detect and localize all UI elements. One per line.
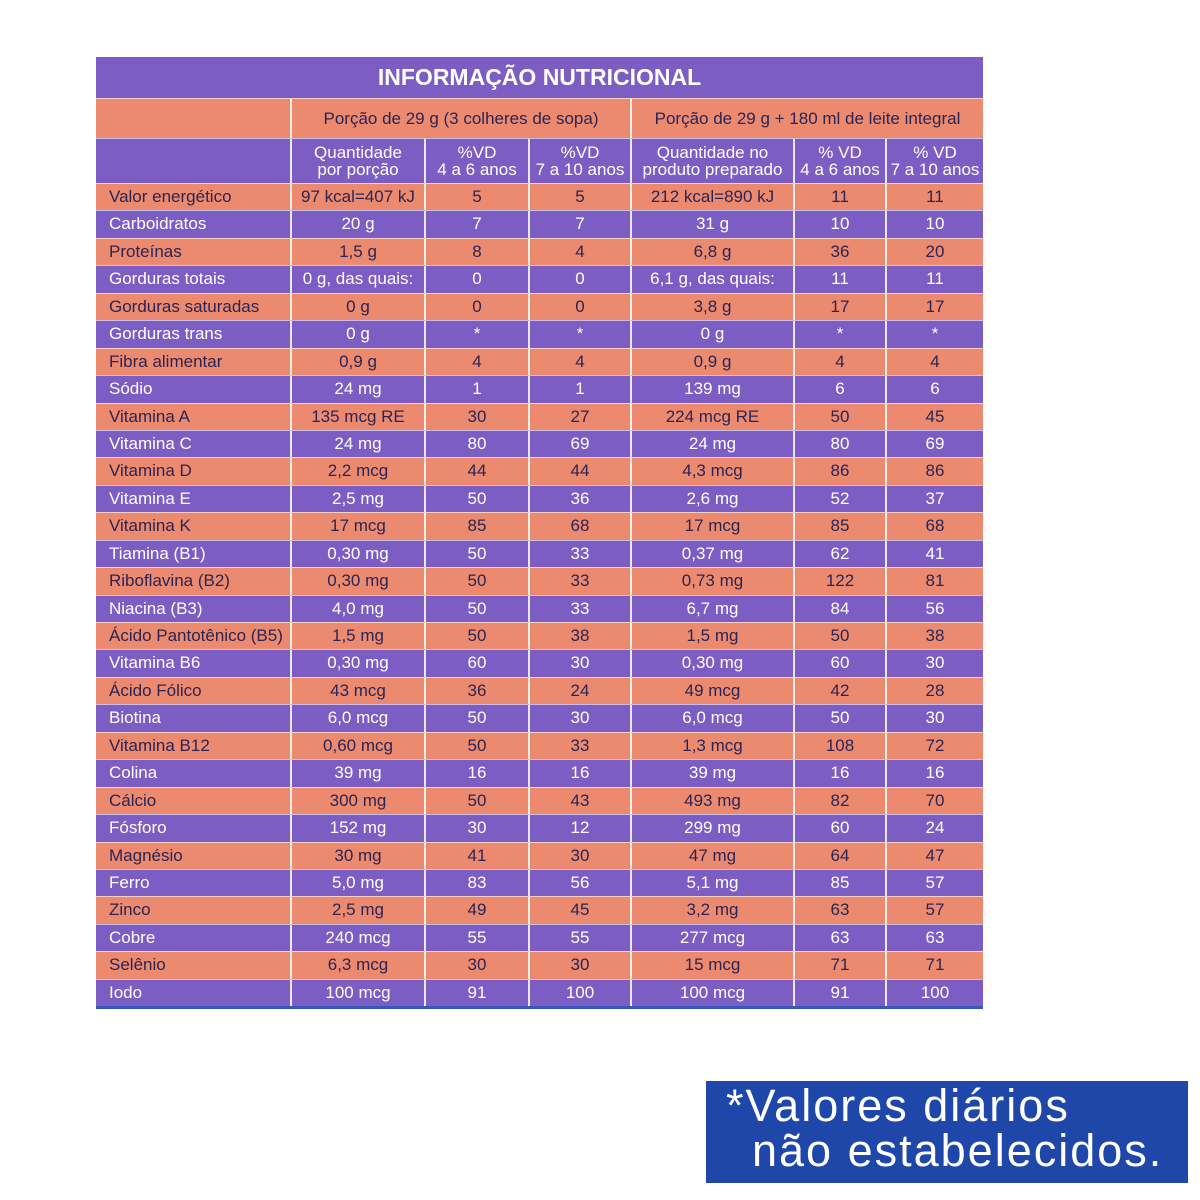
vd-4-6-per-portion: 16: [426, 760, 530, 786]
vd-4-6-prepared: 91: [795, 980, 887, 1006]
vd-4-6-prepared: 11: [795, 266, 887, 292]
nutrient-name: Colina: [96, 760, 292, 786]
vd-4-6-per-portion: 50: [426, 541, 530, 567]
column-header-line: %VD: [560, 143, 600, 162]
nutrient-name: Cálcio: [96, 788, 292, 814]
amount-prepared: 6,7 mg: [632, 596, 795, 622]
vd-4-6-per-portion: 55: [426, 925, 530, 951]
nutrient-name: Cobre: [96, 925, 292, 951]
footnote-line: *Valores diários: [726, 1080, 1070, 1131]
vd-4-6-prepared: 85: [795, 513, 887, 539]
amount-prepared: 2,6 mg: [632, 486, 795, 512]
amount-prepared: 0,37 mg: [632, 541, 795, 567]
nutrient-name: Carboidratos: [96, 211, 292, 237]
vd-7-10-prepared: 47: [925, 845, 945, 865]
nutrient-row: [96, 430, 983, 457]
nutrient-row: [96, 677, 983, 704]
nutrient-row: [96, 265, 983, 292]
vd-7-10-per-portion: 4: [530, 349, 632, 375]
vd-4-6-per-portion: 30: [426, 815, 530, 841]
amount-prepared: 0,73 mg: [632, 568, 795, 594]
nutrient-row: [96, 348, 983, 375]
amount-per-portion: 6,0 mcg: [292, 705, 426, 731]
amount-prepared: 0,9 g: [632, 349, 795, 375]
nutrient-row: [96, 567, 983, 594]
amount-per-portion: 0 g: [292, 294, 426, 320]
vd-7-10-prepared: 38: [925, 626, 945, 645]
amount-prepared: 3,8 g: [632, 294, 795, 320]
amount-prepared: 493 mg: [632, 788, 795, 814]
vd-7-10-prepared: 4: [930, 351, 940, 371]
vd-4-6-prepared: 50: [795, 404, 887, 430]
vd-4-6-prepared: *: [795, 321, 887, 347]
amount-per-portion: 20 g: [292, 211, 426, 237]
vd-4-6-prepared: 17: [795, 294, 887, 320]
vd-4-6-per-portion: 1: [426, 376, 530, 402]
vd-7-10-prepared: 100: [920, 982, 950, 1002]
nutrient-row: [96, 293, 983, 320]
column-header-line: 4 a 6 anos: [800, 160, 880, 179]
nutrient-name: Zinco: [96, 897, 292, 923]
column-header-line: Quantidade: [314, 143, 402, 162]
vd-4-6-prepared: 50: [795, 623, 887, 649]
vd-4-6-per-portion: 85: [426, 513, 530, 539]
nutrient-name: Ácido Fólico: [96, 678, 292, 704]
nutrient-row: [96, 896, 983, 923]
amount-prepared: 3,2 mg: [632, 897, 795, 923]
vd-7-10-prepared: 16: [925, 763, 945, 783]
vd-4-6-prepared: 60: [795, 650, 887, 676]
amount-per-portion: 4,0 mg: [292, 596, 426, 622]
amount-prepared: 15 mcg: [632, 952, 795, 978]
amount-per-portion: 0,60 mcg: [292, 733, 426, 759]
amount-per-portion: 240 mcg: [292, 925, 426, 951]
portion-header-product: Porção de 29 g (3 colheres de sopa): [292, 99, 632, 138]
vd-4-6-per-portion: 36: [426, 678, 530, 704]
vd-7-10-prepared: 72: [925, 735, 945, 755]
amount-per-portion: 135 mcg RE: [292, 404, 426, 430]
nutrient-name: Gorduras saturadas: [96, 294, 292, 320]
amount-prepared: 224 mcg RE: [632, 404, 795, 430]
nutrient-row: [96, 183, 983, 210]
table-title: INFORMAÇÃO NUTRICIONAL: [96, 57, 983, 98]
nutrient-row: [96, 485, 983, 512]
vd-4-6-prepared: 122: [795, 568, 887, 594]
amount-per-portion: 0,30 mg: [292, 650, 426, 676]
vd-7-10-prepared: 71: [925, 955, 945, 975]
nutrient-name: Gorduras totais: [96, 266, 292, 292]
nutrient-row: [96, 979, 983, 1006]
vd-4-6-prepared: 64: [795, 843, 887, 869]
column-header-line: 7 a 10 anos: [535, 160, 625, 179]
vd-7-10-prepared: 10: [925, 214, 945, 234]
vd-4-6-prepared: 84: [795, 596, 887, 622]
nutrient-name: Selênio: [96, 952, 292, 978]
vd-7-10-per-portion: 69: [530, 431, 632, 457]
vd-7-10-per-portion: 7: [530, 211, 632, 237]
vd-4-6-per-portion: 4: [426, 349, 530, 375]
nutrient-row: [96, 375, 983, 402]
nutrient-name: Vitamina B12: [96, 733, 292, 759]
amount-per-portion: 1,5 g: [292, 239, 426, 265]
column-header-line: % VD: [913, 143, 957, 162]
vd-7-10-per-portion: 45: [530, 897, 632, 923]
footnote-line: não estabelecidos.: [752, 1125, 1164, 1176]
nutrition-table: [96, 57, 983, 1009]
vd-7-10-per-portion: 55: [530, 925, 632, 951]
vd-7-10-prepared: 45: [925, 406, 945, 426]
amount-prepared: 1,3 mcg: [632, 733, 795, 759]
vd-7-10-prepared: 28: [925, 680, 945, 700]
vd-7-10-prepared: 57: [925, 900, 945, 920]
column-header-vd-4-6-prepared: [795, 139, 887, 183]
vd-7-10-per-portion: 44: [530, 458, 632, 484]
nutrient-row: [96, 704, 983, 731]
vd-7-10-prepared: *: [931, 324, 939, 344]
nutrient-row: [96, 759, 983, 786]
amount-prepared: 100 mcg: [632, 980, 795, 1006]
amount-per-portion: 0 g: [292, 321, 426, 347]
nutrient-name: Gorduras trans: [96, 321, 292, 347]
vd-7-10-per-portion: 1: [530, 376, 632, 402]
vd-4-6-per-portion: 50: [426, 788, 530, 814]
vd-4-6-prepared: 82: [795, 788, 887, 814]
nutrient-row: [96, 787, 983, 814]
empty-header-cell: [96, 139, 292, 183]
vd-7-10-per-portion: *: [530, 321, 632, 347]
column-header-line: 7 a 10 anos: [890, 160, 980, 179]
vd-4-6-per-portion: 50: [426, 705, 530, 731]
nutrient-name: Riboflavina (B2): [96, 568, 292, 594]
nutrient-row: [96, 403, 983, 430]
vd-4-6-per-portion: 44: [426, 458, 530, 484]
amount-prepared: 17 mcg: [632, 513, 795, 539]
vd-4-6-prepared: 16: [795, 760, 887, 786]
portion-header-prepared: Porção de 29 g + 180 ml de leite integral: [654, 109, 961, 128]
vd-4-6-prepared: 86: [795, 458, 887, 484]
column-header-line: por porção: [317, 160, 399, 179]
amount-per-portion: 0,30 mg: [292, 541, 426, 567]
column-header-line: 4 a 6 anos: [437, 160, 517, 179]
nutrient-row: [96, 814, 983, 841]
table-body: [96, 183, 983, 1006]
vd-7-10-per-portion: 5: [530, 184, 632, 210]
column-header-line: %VD: [457, 143, 497, 162]
nutrient-name: Vitamina D: [96, 458, 292, 484]
nutrient-name: Fibra alimentar: [96, 349, 292, 375]
vd-4-6-prepared: 52: [795, 486, 887, 512]
column-header-amount-per-portion: [292, 139, 426, 183]
empty-header-cell: [96, 99, 292, 138]
amount-prepared: 31 g: [632, 211, 795, 237]
vd-7-10-prepared: 68: [925, 516, 945, 536]
vd-4-6-prepared: 36: [795, 239, 887, 265]
nutrient-name: Vitamina B6: [96, 650, 292, 676]
vd-4-6-per-portion: 50: [426, 568, 530, 594]
vd-4-6-prepared: 11: [795, 184, 887, 210]
vd-4-6-per-portion: 60: [426, 650, 530, 676]
vd-7-10-per-portion: 24: [530, 678, 632, 704]
amount-per-portion: 6,3 mcg: [292, 952, 426, 978]
vd-7-10-per-portion: 30: [530, 843, 632, 869]
vd-7-10-prepared: 30: [925, 653, 945, 673]
vd-7-10-prepared: 69: [925, 433, 945, 453]
nutrient-row: [96, 512, 983, 539]
amount-per-portion: 2,5 mg: [292, 486, 426, 512]
vd-7-10-prepared: 57: [925, 872, 945, 892]
column-header-row: [96, 138, 983, 183]
nutrient-row: [96, 924, 983, 951]
vd-4-6-per-portion: 7: [426, 211, 530, 237]
vd-4-6-per-portion: 50: [426, 486, 530, 512]
vd-4-6-per-portion: 80: [426, 431, 530, 457]
vd-7-10-per-portion: 27: [530, 404, 632, 430]
vd-4-6-prepared: 63: [795, 897, 887, 923]
amount-prepared: 6,0 mcg: [632, 705, 795, 731]
amount-prepared: 277 mcg: [632, 925, 795, 951]
amount-prepared: 39 mg: [632, 760, 795, 786]
vd-7-10-prepared: 37: [925, 488, 945, 508]
amount-prepared: 139 mg: [632, 376, 795, 402]
amount-per-portion: 1,5 mg: [292, 623, 426, 649]
vd-4-6-per-portion: 83: [426, 870, 530, 896]
vd-7-10-prepared: 11: [926, 187, 944, 206]
amount-prepared: 0,30 mg: [632, 650, 795, 676]
nutrient-row: [96, 210, 983, 237]
nutrient-name: Vitamina C: [96, 431, 292, 457]
amount-per-portion: 17 mcg: [292, 513, 426, 539]
column-header-vd-7-10-per-portion: [530, 139, 632, 183]
vd-7-10-per-portion: 0: [530, 266, 632, 292]
nutrient-name: Vitamina E: [96, 486, 292, 512]
nutrient-name: Ferro: [96, 870, 292, 896]
vd-7-10-prepared: 24: [925, 818, 945, 838]
vd-4-6-prepared: 62: [795, 541, 887, 567]
amount-prepared: 1,5 mg: [632, 623, 795, 649]
vd-4-6-prepared: 108: [795, 733, 887, 759]
vd-4-6-prepared: 63: [795, 925, 887, 951]
amount-per-portion: 43 mcg: [292, 678, 426, 704]
vd-4-6-prepared: 71: [795, 952, 887, 978]
column-header-amount-prepared: [632, 139, 795, 183]
vd-4-6-per-portion: 30: [426, 404, 530, 430]
vd-7-10-prepared: 6: [930, 379, 940, 399]
nutrient-name: Vitamina K: [96, 513, 292, 539]
nutrient-row: [96, 595, 983, 622]
amount-per-portion: 24 mg: [292, 431, 426, 457]
vd-7-10-prepared: 30: [925, 708, 945, 728]
amount-prepared: 0 g: [632, 321, 795, 347]
vd-7-10-per-portion: 56: [530, 870, 632, 896]
vd-7-10-per-portion: 30: [530, 952, 632, 978]
nutrient-row: [96, 842, 983, 869]
nutrient-row: [96, 540, 983, 567]
vd-4-6-per-portion: 0: [426, 266, 530, 292]
vd-4-6-per-portion: 91: [426, 980, 530, 1006]
vd-7-10-per-portion: 43: [530, 788, 632, 814]
amount-per-portion: 5,0 mg: [292, 870, 426, 896]
vd-4-6-per-portion: 50: [426, 733, 530, 759]
amount-prepared: 212 kcal=890 kJ: [632, 184, 795, 210]
nutrient-row: [96, 869, 983, 896]
vd-7-10-prepared: 20: [925, 241, 945, 261]
nutrient-row: [96, 649, 983, 676]
vd-7-10-prepared: 11: [926, 269, 944, 289]
vd-4-6-per-portion: *: [426, 321, 530, 347]
amount-per-portion: 97 kcal=407 kJ: [292, 184, 426, 210]
nutrient-row: [96, 951, 983, 978]
vd-7-10-prepared: 41: [925, 543, 945, 563]
amount-per-portion: 0,30 mg: [292, 568, 426, 594]
nutrient-name: Fósforo: [96, 815, 292, 841]
vd-4-6-per-portion: 49: [426, 897, 530, 923]
amount-per-portion: 300 mg: [292, 788, 426, 814]
vd-4-6-prepared: 42: [795, 678, 887, 704]
amount-prepared: 49 mcg: [632, 678, 795, 704]
portion-header-row: [96, 98, 983, 138]
nutrient-row: [96, 320, 983, 347]
footnote-box: [706, 1081, 1188, 1183]
nutrient-name: Magnésio: [96, 843, 292, 869]
amount-per-portion: 2,2 mcg: [292, 458, 426, 484]
vd-4-6-prepared: 4: [795, 349, 887, 375]
vd-7-10-per-portion: 100: [530, 980, 632, 1006]
nutrient-row: [96, 622, 983, 649]
vd-7-10-per-portion: 33: [530, 596, 632, 622]
nutrient-name: Sódio: [96, 376, 292, 402]
vd-7-10-per-portion: 12: [530, 815, 632, 841]
nutrient-row: [96, 457, 983, 484]
nutrient-name: Niacina (B3): [96, 596, 292, 622]
vd-7-10-prepared: 56: [925, 598, 945, 618]
nutrient-name: Iodo: [96, 980, 292, 1006]
vd-4-6-per-portion: 30: [426, 952, 530, 978]
column-header-line: Quantidade no: [656, 143, 769, 162]
vd-4-6-per-portion: 50: [426, 623, 530, 649]
vd-4-6-prepared: 10: [795, 211, 887, 237]
vd-7-10-per-portion: 30: [530, 705, 632, 731]
vd-4-6-prepared: 6: [795, 376, 887, 402]
amount-prepared: 47 mg: [632, 843, 795, 869]
amount-prepared: 24 mg: [632, 431, 795, 457]
amount-prepared: 299 mg: [632, 815, 795, 841]
vd-4-6-per-portion: 5: [426, 184, 530, 210]
vd-7-10-per-portion: 38: [530, 623, 632, 649]
amount-per-portion: 24 mg: [292, 376, 426, 402]
vd-7-10-per-portion: 30: [530, 650, 632, 676]
vd-7-10-per-portion: 68: [530, 513, 632, 539]
vd-4-6-prepared: 50: [795, 705, 887, 731]
vd-4-6-per-portion: 41: [426, 843, 530, 869]
nutrient-name: Valor energético: [96, 184, 292, 210]
nutrient-name: Biotina: [96, 705, 292, 731]
vd-7-10-per-portion: 33: [530, 568, 632, 594]
amount-per-portion: 39 mg: [292, 760, 426, 786]
column-header-line: produto preparado: [642, 160, 783, 179]
column-header-vd-4-6-per-portion: [426, 139, 530, 183]
vd-7-10-per-portion: 36: [530, 486, 632, 512]
vd-7-10-per-portion: 33: [530, 733, 632, 759]
vd-4-6-per-portion: 0: [426, 294, 530, 320]
vd-7-10-per-portion: 33: [530, 541, 632, 567]
column-header-vd-7-10-prepared: [887, 139, 983, 183]
vd-4-6-prepared: 85: [795, 870, 887, 896]
vd-4-6-per-portion: 50: [426, 596, 530, 622]
amount-per-portion: 0,9 g: [292, 349, 426, 375]
vd-7-10-prepared: 17: [925, 296, 945, 316]
nutrient-name: Proteínas: [96, 239, 292, 265]
amount-per-portion: 2,5 mg: [292, 897, 426, 923]
vd-7-10-prepared: 70: [925, 790, 945, 810]
nutrient-name: Ácido Pantotênico (B5): [96, 623, 292, 649]
vd-4-6-prepared: 80: [795, 431, 887, 457]
amount-prepared: 6,1 g, das quais:: [632, 266, 795, 292]
vd-7-10-per-portion: 16: [530, 760, 632, 786]
vd-7-10-prepared: 86: [925, 461, 945, 481]
column-header-line: % VD: [818, 143, 862, 162]
vd-7-10-prepared: 63: [925, 927, 945, 947]
amount-per-portion: 30 mg: [292, 843, 426, 869]
vd-7-10-per-portion: 0: [530, 294, 632, 320]
amount-per-portion: 152 mg: [292, 815, 426, 841]
amount-per-portion: 0 g, das quais:: [292, 266, 426, 292]
amount-prepared: 5,1 mg: [632, 870, 795, 896]
nutrient-name: Vitamina A: [96, 404, 292, 430]
nutrient-row: [96, 732, 983, 759]
vd-7-10-per-portion: 4: [530, 239, 632, 265]
vd-7-10-prepared: 81: [925, 571, 945, 591]
nutrient-row: [96, 238, 983, 265]
amount-per-portion: 100 mcg: [292, 980, 426, 1006]
vd-4-6-per-portion: 8: [426, 239, 530, 265]
amount-prepared: 6,8 g: [632, 239, 795, 265]
nutrient-name: Tiamina (B1): [96, 541, 292, 567]
vd-4-6-prepared: 60: [795, 815, 887, 841]
amount-prepared: 4,3 mcg: [632, 458, 795, 484]
